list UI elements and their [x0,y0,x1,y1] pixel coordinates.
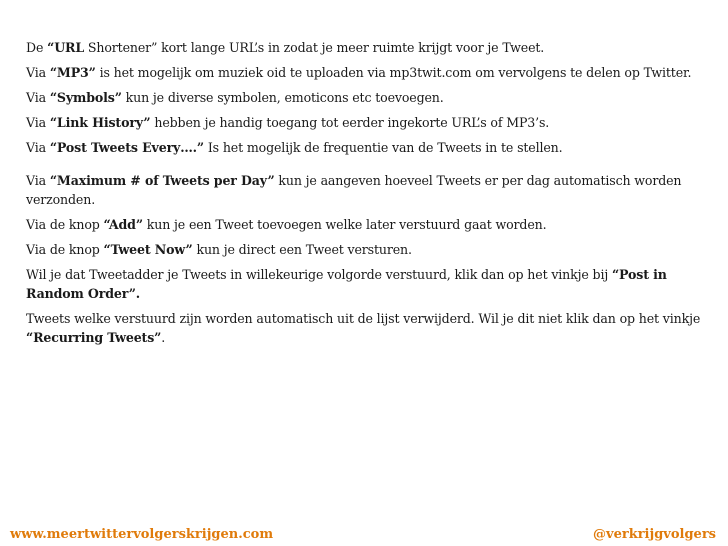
paragraph-post-tweets-every [26,138,716,157]
paragraph-random-order [26,265,716,303]
paragraph-text: kun je direct een Tweet versturen. [192,242,412,257]
paragraph-keyword: “Post in Random Order”. [26,267,667,301]
paragraph-symbols [26,88,716,107]
paragraph-text: kun je aangeven hoeveel Tweets er per dag automatisch worden verzonden. [26,173,682,207]
paragraph-keyword: “Maximum # of Tweets per Day” [49,173,275,188]
paragraph-text: Via de knop [26,242,104,257]
paragraph-text: Via [26,65,50,80]
footer-website-link[interactable]: www.meertwittervolgerskrijgen.com [10,527,274,542]
paragraph-keyword: “Symbols” [49,90,122,105]
paragraph-recurring-tweets [26,309,716,347]
paragraph-text: hebben je handig toegang tot eerder ingekorte URL’s of MP3’s. [150,115,550,130]
paragraph-keyword: “Post Tweets Every….” [49,140,204,155]
paragraph-text: Via [26,140,50,155]
paragraph-max-tweets-per-day [26,171,716,209]
paragraph-text: . [161,330,166,345]
paragraph-text: kun je een Tweet toevoegen welke later verstuurd gaat worden. [142,217,547,232]
paragraph-text: Shortener” kort lange URL’s in zodat je meer ruimte krijgt voor je Tweet. [84,40,545,55]
paragraph-keyword: “Add” [103,217,143,232]
paragraph-text: Wil je dat Tweetadder je Tweets in willekeurige volgorde verstuurd, klik dan op het vinkje bij [26,267,612,282]
paragraph-text: Is het mogelijk de frequentie van de Tweets in te stellen. [204,140,563,155]
slide-body [26,38,716,353]
paragraph-link-history [26,113,716,132]
paragraph-add-button [26,215,716,234]
paragraph-text: De [26,40,48,55]
footer-twitter-handle[interactable]: @verkrijgvolgers [593,527,716,542]
paragraph-keyword: “URL [47,40,85,55]
paragraph-keyword: “Recurring Tweets” [26,330,162,345]
paragraph-mp3 [26,63,716,82]
paragraph-text: Via [26,115,50,130]
paragraph-keyword: “Tweet Now” [103,242,193,257]
paragraph-url-shortener [26,38,716,57]
paragraph-keyword: “Link History” [49,115,151,130]
paragraph-text: kun je diverse symbolen, emoticons etc toevoegen. [121,90,444,105]
paragraph-text: Tweets welke verstuurd zijn worden automatisch uit de lijst verwijderd. Wil je dit niet klik dan op het vinkje [26,311,701,326]
paragraph-text: Via [26,90,50,105]
paragraph-text: Via [26,173,50,188]
paragraph-tweet-now-button [26,240,716,259]
paragraph-keyword: “MP3” [49,65,96,80]
paragraph-text: Via de knop [26,217,104,232]
paragraph-text: is het mogelijk om muziek oid te uploaden via mp3twit.com om vervolgens te delen op Twitter. [95,65,692,80]
